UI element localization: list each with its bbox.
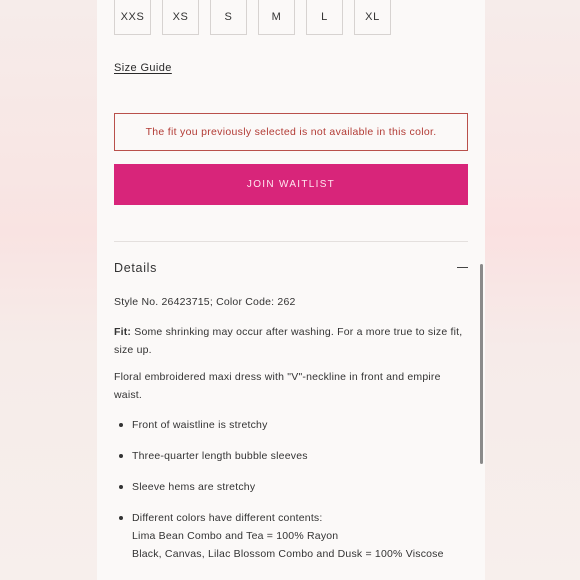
background-left (0, 0, 97, 580)
contents-line: Lima Bean Combo and Tea = 100% Rayon (132, 530, 339, 542)
size-option-m[interactable]: M (258, 0, 295, 35)
contents-line: Black, Canvas, Lilac Blossom Combo and Dusk = 100% Viscose (132, 548, 444, 560)
list-item: Three-quarter length bubble sleeves (114, 447, 466, 478)
product-panel (97, 0, 485, 580)
background-right (485, 0, 580, 580)
list-item: Sleeve hems are stretchy (114, 478, 466, 509)
join-waitlist-button[interactable]: JOIN WAITLIST (114, 164, 468, 205)
fit-unavailable-alert: The fit you previously selected is not available in this color. (114, 113, 468, 151)
fit-label: Fit: (114, 326, 132, 338)
minus-icon[interactable] (457, 267, 468, 268)
scrollbar[interactable] (480, 264, 483, 464)
size-selector (114, 0, 391, 35)
list-item: Front of waistline is stretchy (114, 416, 466, 447)
size-option-xs[interactable]: XS (162, 0, 199, 35)
product-description: Floral embroidered maxi dress with "V"-neckline in front and empire waist. (114, 371, 441, 401)
list-item (114, 509, 466, 563)
size-option-l[interactable]: L (306, 0, 343, 35)
feature-list (114, 416, 466, 563)
section-divider (114, 241, 468, 242)
fit-note (114, 323, 464, 359)
size-option-xl[interactable]: XL (354, 0, 391, 35)
details-heading[interactable]: Details (114, 261, 158, 275)
fit-text: Some shrinking may occur after washing. For a more true to size fit, size up. (114, 326, 463, 356)
size-guide-link[interactable]: Size Guide (114, 62, 172, 74)
contents-heading: Different colors have different contents: (132, 512, 323, 524)
size-option-xxs[interactable]: XXS (114, 0, 151, 35)
size-option-s[interactable]: S (210, 0, 247, 35)
style-number: Style No. 26423715; Color Code: 262 (114, 296, 296, 308)
